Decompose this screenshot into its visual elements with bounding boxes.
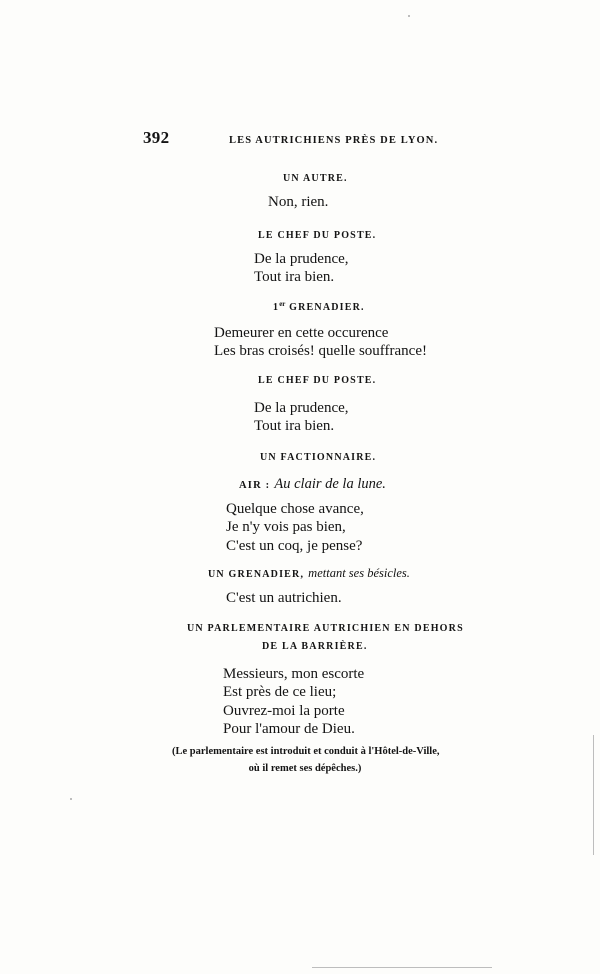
speaker-ordinal-suffix: er xyxy=(279,300,286,308)
page-number: 392 xyxy=(143,128,170,147)
verse-block xyxy=(254,399,349,436)
running-head: LES AUTRICHIENS PRÈS DE LYON. xyxy=(229,135,439,146)
scan-dust-mark xyxy=(70,798,72,800)
verse-line: De la prudence, xyxy=(254,400,349,416)
verse-line: Est près de ce lieu; xyxy=(223,684,337,701)
verse-line: C'est un coq, je pense? xyxy=(226,537,363,554)
verse-line: De la prudence, xyxy=(254,251,349,267)
verse-line: Demeurer en cette occurence xyxy=(214,325,389,341)
speaker-label: UN FACTIONNAIRE. xyxy=(260,452,377,463)
verse-line: C'est un autrichien. xyxy=(226,590,342,606)
speaker-label: UN GRENADIER, xyxy=(208,569,305,580)
speaker-label: UN AUTRE. xyxy=(283,173,348,184)
scan-bottom-mark xyxy=(312,967,492,968)
stage-note-line: (Le parlementaire est introduit et conduit à l'Hôtel-de-Ville, xyxy=(172,746,440,757)
speaker-ordinal: 1 xyxy=(273,302,280,313)
verse-line: Pour l'amour de Dieu. xyxy=(223,720,355,737)
stage-note xyxy=(172,743,438,777)
verse-line: Les bras croisés! quelle souffrance! xyxy=(214,343,427,360)
air-label: AIR : xyxy=(239,480,271,491)
speaker-line xyxy=(208,564,410,582)
speaker-label: LE CHEF DU POSTE. xyxy=(258,375,377,386)
verse-block xyxy=(223,665,364,738)
speaker-name: GRENADIER. xyxy=(285,302,365,313)
scan-edge-mark xyxy=(593,735,594,855)
verse-line: Tout ira bien. xyxy=(254,269,335,286)
verse-line: Ouvrez-moi la porte xyxy=(223,702,345,719)
verse-block xyxy=(226,500,364,555)
scan-dust-mark xyxy=(408,15,410,17)
air-indication xyxy=(239,475,386,493)
speaker-label: UN PARLEMENTAIRE AUTRICHIEN EN DEHORS xyxy=(187,623,464,634)
verse-line: Non, rien. xyxy=(268,194,329,210)
speaker-label-continued: DE LA BARRIÈRE. xyxy=(262,641,368,652)
verse-block xyxy=(226,589,342,607)
air-title: Au clair de la lune. xyxy=(274,476,386,492)
verse-block xyxy=(268,193,328,211)
verse-line: Tout ira bien. xyxy=(254,418,335,435)
verse-block xyxy=(254,250,349,287)
speaker-label xyxy=(273,300,365,313)
verse-line: Je n'y vois pas bien, xyxy=(226,519,346,536)
verse-block xyxy=(214,324,427,361)
speaker-label: LE CHEF DU POSTE. xyxy=(258,230,377,241)
verse-line: Quelque chose avance, xyxy=(226,501,364,517)
stage-note-line: où il remet ses dépêches.) xyxy=(248,763,362,774)
stage-direction: mettant ses bésicles. xyxy=(308,566,410,580)
verse-line: Messieurs, mon escorte xyxy=(223,666,365,682)
